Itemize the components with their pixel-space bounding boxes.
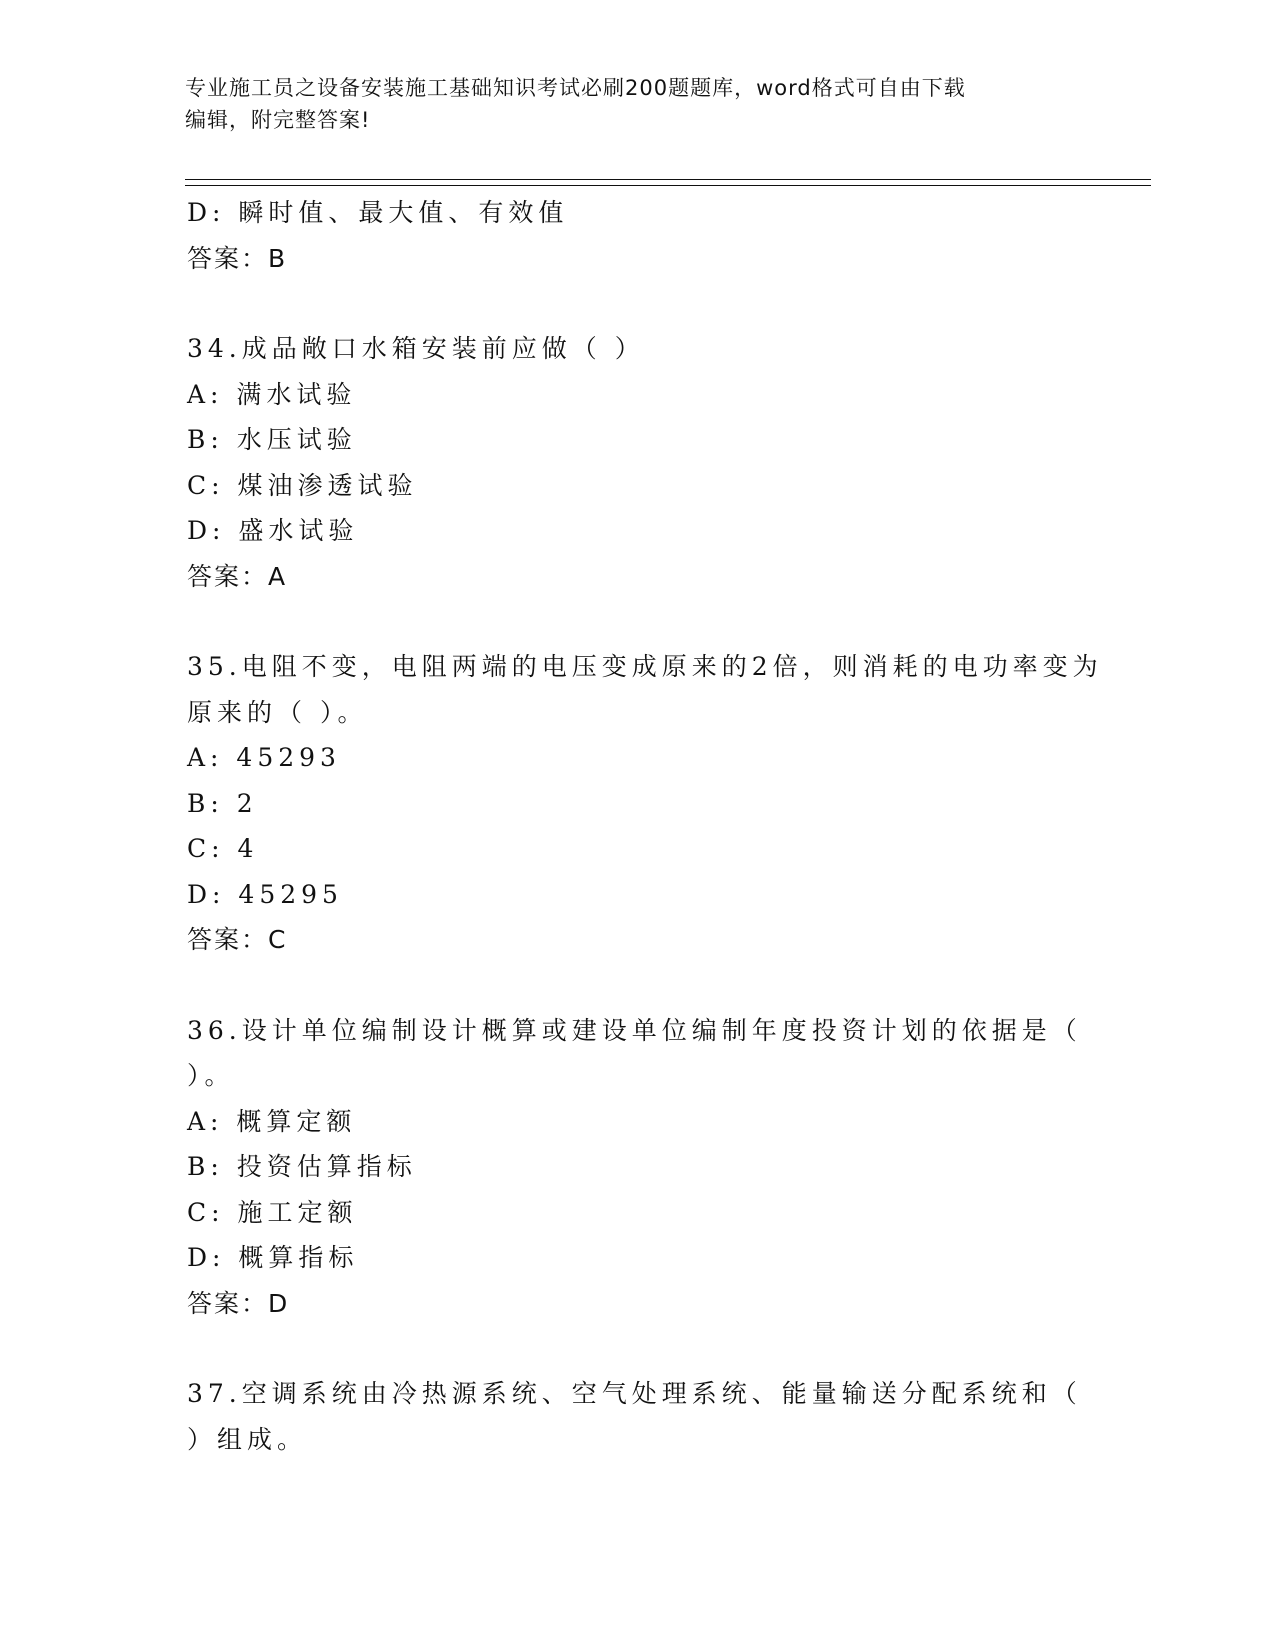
q35-stem-line1: 35.电阻不变，电阻两端的电压变成原来的2倍，则消耗的电功率变为 (187, 652, 1103, 681)
header-title-line1: 专业施工员之设备安装施工基础知识考试必刷200题题库，word格式可自由下载 (185, 76, 966, 100)
document-header (185, 72, 1065, 136)
question-35-block (187, 644, 1103, 963)
q37-stem-line2: ）组成。 (187, 1424, 308, 1454)
q34-stem: 34.成品敞口水箱安装前应做（ ） (187, 334, 645, 363)
q36-option-c: C: 施工定额 (187, 1197, 358, 1227)
q36-stem-line1: 36.设计单位编制设计概算或建设单位编制年度投资计划的依据是（ (187, 1015, 1082, 1045)
q36-option-d: D: 概算指标 (187, 1243, 359, 1272)
q35-stem-line2: 原来的（ ）。 (187, 697, 368, 727)
spacer (187, 963, 1067, 1008)
q33-answer: 答案：B (187, 243, 288, 273)
q34-option-c: C: 煤油渗透试验 (187, 470, 418, 500)
q34-option-b: B: 水压试验 (187, 425, 357, 454)
header-divider-bottom (185, 185, 1151, 186)
q35-answer: 答案：C (187, 925, 288, 954)
q36-stem-line2: ）。 (187, 1061, 235, 1090)
question-34-block (187, 326, 1067, 599)
q35-option-a: A: 45293 (187, 743, 341, 772)
header-title-line2: 编辑，附完整答案! (185, 108, 371, 132)
question-36-block (187, 1008, 1082, 1327)
spacer (187, 599, 1067, 644)
question-list (187, 190, 1103, 1462)
q36-answer: 答案：D (187, 1288, 290, 1318)
question-37-block (187, 1371, 1082, 1462)
q35-option-d: D: 45295 (187, 879, 343, 909)
q35-option-c: C: 4 (187, 834, 259, 863)
q33-option-d: D: 瞬时值、最大值、有效值 (187, 198, 569, 227)
q35-option-b: B: 2 (187, 788, 258, 818)
q36-option-b: B: 投资估算指标 (187, 1152, 417, 1181)
spacer (187, 1326, 1067, 1371)
q37-stem-line1: 37.空调系统由冷热源系统、空气处理系统、能量输送分配系统和（ (187, 1379, 1082, 1408)
q36-option-a: A: 概算定额 (187, 1106, 357, 1136)
q34-option-d: D: 盛水试验 (187, 516, 359, 545)
header-divider-top (185, 179, 1151, 180)
q34-answer: 答案：A (187, 561, 288, 591)
q34-option-a: A: 满水试验 (187, 379, 357, 409)
spacer (187, 281, 1067, 326)
question-33-block (187, 190, 1067, 281)
